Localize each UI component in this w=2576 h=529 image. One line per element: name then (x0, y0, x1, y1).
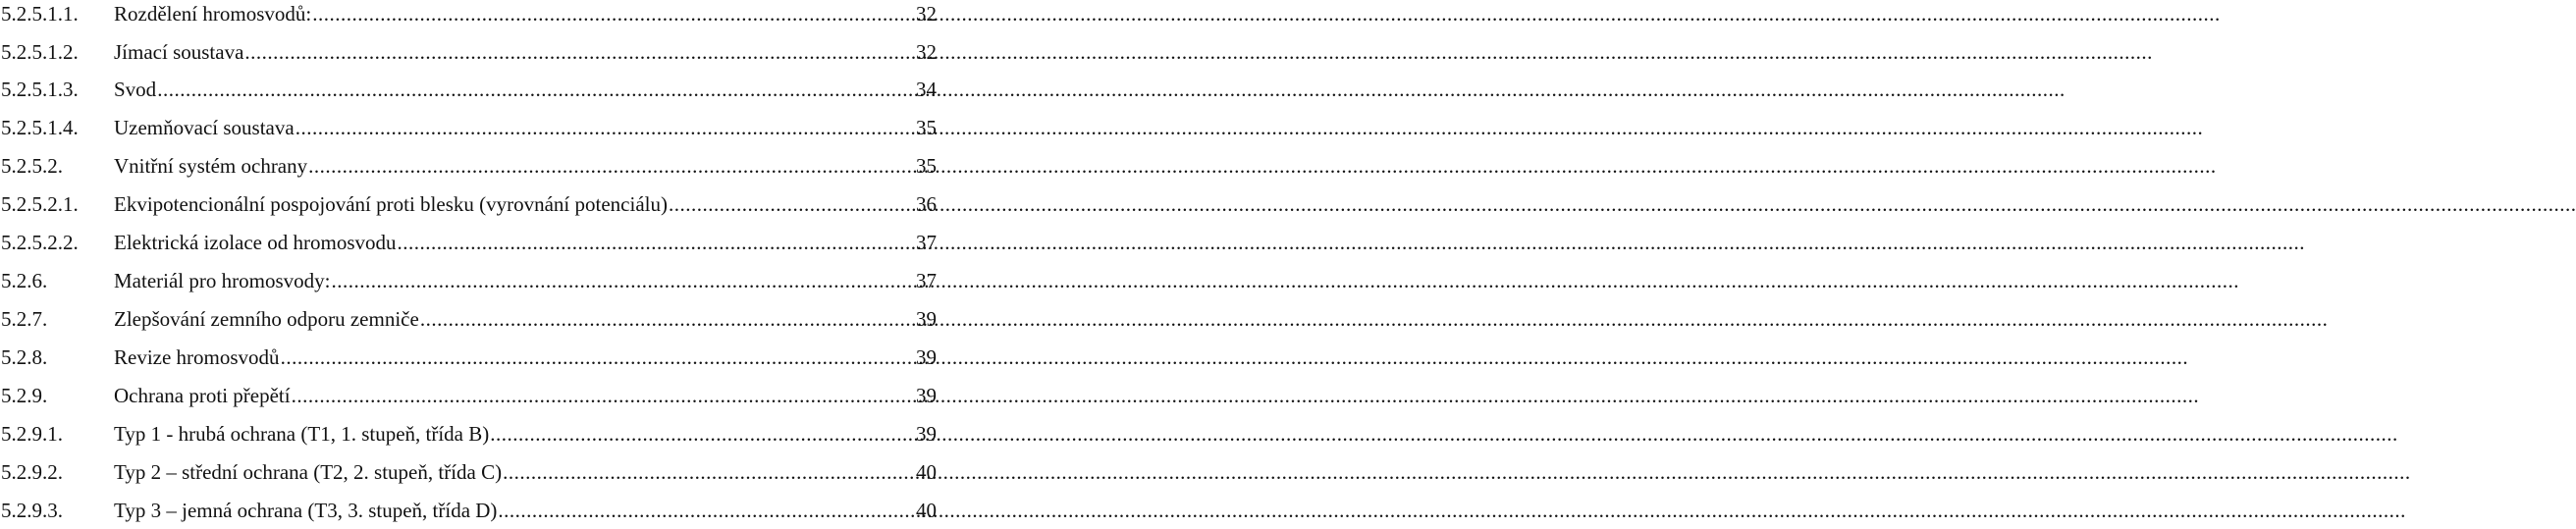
toc-dot-leader (490, 421, 915, 447)
toc-entry[interactable] (0, 299, 937, 338)
toc-entry-number: 5.2.9.2. (1, 459, 63, 484)
toc-entry[interactable] (0, 452, 937, 491)
toc-entry-number: 5.2.6. (1, 268, 48, 292)
toc-entry-page: 34 (916, 77, 937, 101)
toc-entry-title: Svod (114, 77, 157, 101)
toc-entry-number: 5.2.9. (1, 383, 48, 407)
toc-entry-number: 5.2.9.3. (1, 498, 63, 522)
toc-entry-page: 40 (916, 498, 937, 522)
toc-entry-number: 5.2.9.1. (1, 421, 63, 446)
toc-entry[interactable] (0, 491, 937, 529)
toc-entry[interactable] (0, 338, 937, 376)
toc-dot-leader (295, 115, 915, 140)
toc-entry-number: 5.2.5.2.2. (1, 230, 79, 254)
toc-entry[interactable] (0, 70, 937, 108)
toc-entry[interactable] (0, 146, 937, 185)
toc-entry-number: 5.2.7. (1, 306, 48, 331)
toc-entry-title: Materiál pro hromosvody: (114, 268, 331, 292)
toc-dot-leader (398, 230, 916, 255)
toc-entry-title: Uzemňovací soustava (114, 115, 295, 139)
toc-entry-page: 39 (916, 421, 937, 446)
toc-dot-leader (420, 306, 915, 332)
toc-entry-title: Revize hromosvodů (114, 344, 280, 369)
toc-dot-leader (331, 268, 915, 293)
toc-entry[interactable] (0, 261, 937, 299)
toc-entry-page: 32 (916, 1, 937, 26)
toc-entry-number: 5.2.5.1.3. (1, 77, 79, 101)
toc-dot-leader (503, 459, 915, 485)
toc-entry-page: 39 (916, 344, 937, 369)
toc-entry[interactable] (0, 32, 937, 71)
toc-dot-leader (244, 39, 915, 65)
toc-entry-number: 5.2.5.1.4. (1, 115, 79, 139)
toc-entry-title: Zlepšování zemního odporu zemniče (114, 306, 419, 331)
toc-entry-page: 35 (916, 115, 937, 139)
toc-entry-title: Elektrická izolace od hromosvodu (114, 230, 397, 254)
toc-entry-title: Rozdělení hromosvodů: (114, 1, 312, 26)
toc-entry-page: 36 (916, 191, 937, 216)
toc-entry-page: 35 (916, 153, 937, 178)
toc-dot-leader (308, 153, 915, 179)
toc-entry-title: Typ 2 – střední ochrana (T2, 2. stupeň, třída C) (114, 459, 503, 484)
toc-entry-number: 5.2.5.1.2. (1, 39, 79, 64)
toc-entry[interactable] (0, 108, 937, 146)
toc-dot-leader (498, 498, 915, 523)
toc-dot-leader (669, 191, 915, 217)
toc-dot-leader (292, 383, 915, 408)
toc-entry-number: 5.2.5.2.1. (1, 191, 79, 216)
toc-entry-number: 5.2.5.2. (1, 153, 63, 178)
toc-dot-leader (157, 77, 915, 102)
toc-entry-page: 40 (916, 459, 937, 484)
toc-entry[interactable] (0, 376, 937, 414)
toc-entry-page: 39 (916, 306, 937, 331)
toc-entry[interactable] (0, 0, 937, 32)
toc-entry-page: 37 (916, 230, 937, 254)
toc-entry-number: 5.2.5.1.1. (1, 1, 79, 26)
toc-entry-title: Jímací soustava (114, 39, 244, 64)
toc-dot-leader (312, 1, 915, 26)
toc-dot-leader (281, 344, 915, 370)
toc-entry-page: 39 (916, 383, 937, 407)
toc-entry-title: Typ 1 - hrubá ochrana (T1, 1. stupeň, třída B) (114, 421, 490, 446)
toc-entry-title: Vnitřní systém ochrany (114, 153, 308, 178)
toc-entry[interactable] (0, 223, 937, 261)
toc-entry-page: 32 (916, 39, 937, 64)
toc-entry[interactable] (0, 414, 937, 452)
toc-entry-page: 37 (916, 268, 937, 292)
toc-entry[interactable] (0, 185, 937, 223)
toc-entry-title: Ochrana proti přepětí (114, 383, 291, 407)
toc-entry-title: Typ 3 – jemná ochrana (T3, 3. stupeň, třída D) (114, 498, 498, 522)
toc-entry-title: Ekvipotencionální pospojování proti blesku (vyrovnání potenciálu) (114, 191, 668, 216)
toc-entry-number: 5.2.8. (1, 344, 48, 369)
